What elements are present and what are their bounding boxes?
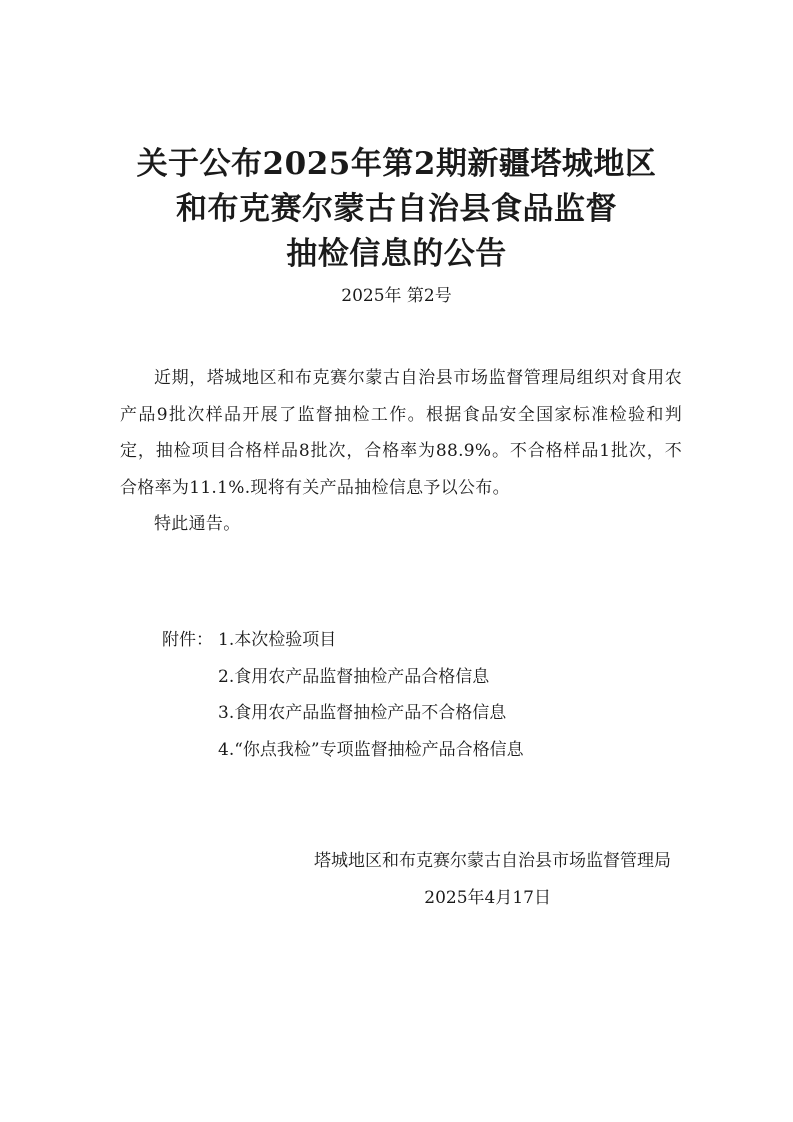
- attachment-3: 3.食用农产品监督抽检产品不合格信息: [218, 703, 507, 723]
- attachment-item: [162, 659, 524, 696]
- document-title: [0, 142, 793, 277]
- attachment-2: 2.食用农产品监督抽检产品合格信息: [218, 666, 490, 687]
- issuer-name: 塔城地区和布克赛尔蒙古自治县市场监督管理局: [314, 851, 671, 871]
- attachments-label: 附件：: [162, 630, 213, 650]
- attachment-1: 1.本次检验项目: [218, 630, 337, 650]
- document-body: [120, 360, 682, 543]
- body-paragraph-2: 特此通告。: [154, 514, 241, 534]
- title-line-3: 抽检信息的公告: [286, 236, 507, 272]
- document-number: 2025年 第2号: [341, 286, 452, 306]
- title-line-2: 和布克赛尔蒙古自治县食品监督: [176, 191, 617, 227]
- attachment-4: 4.“你点我检”专项监督抽检产品合格信息: [218, 739, 524, 760]
- attachments-list: [162, 622, 524, 768]
- signature-block: [314, 843, 671, 916]
- attachment-item: [162, 622, 524, 659]
- attachment-item: [162, 695, 524, 732]
- title-line-1: 关于公布2025年第2期新疆塔城地区: [136, 146, 657, 182]
- issue-date: 2025年4月17日: [424, 887, 551, 908]
- body-paragraph-1: 近期，塔城地区和布克赛尔蒙古自治县市场监督管理局组织对食用农产品9批次样品开展了监督抽检工作。根据食品安全国家标准检验和判定，抽检项目合格样品8批次，合格率为88.9%。不合格样品1批次，不合格率为11.1%.现将有关产品抽检信息予以公布。: [120, 368, 682, 498]
- attachment-item: [162, 732, 524, 769]
